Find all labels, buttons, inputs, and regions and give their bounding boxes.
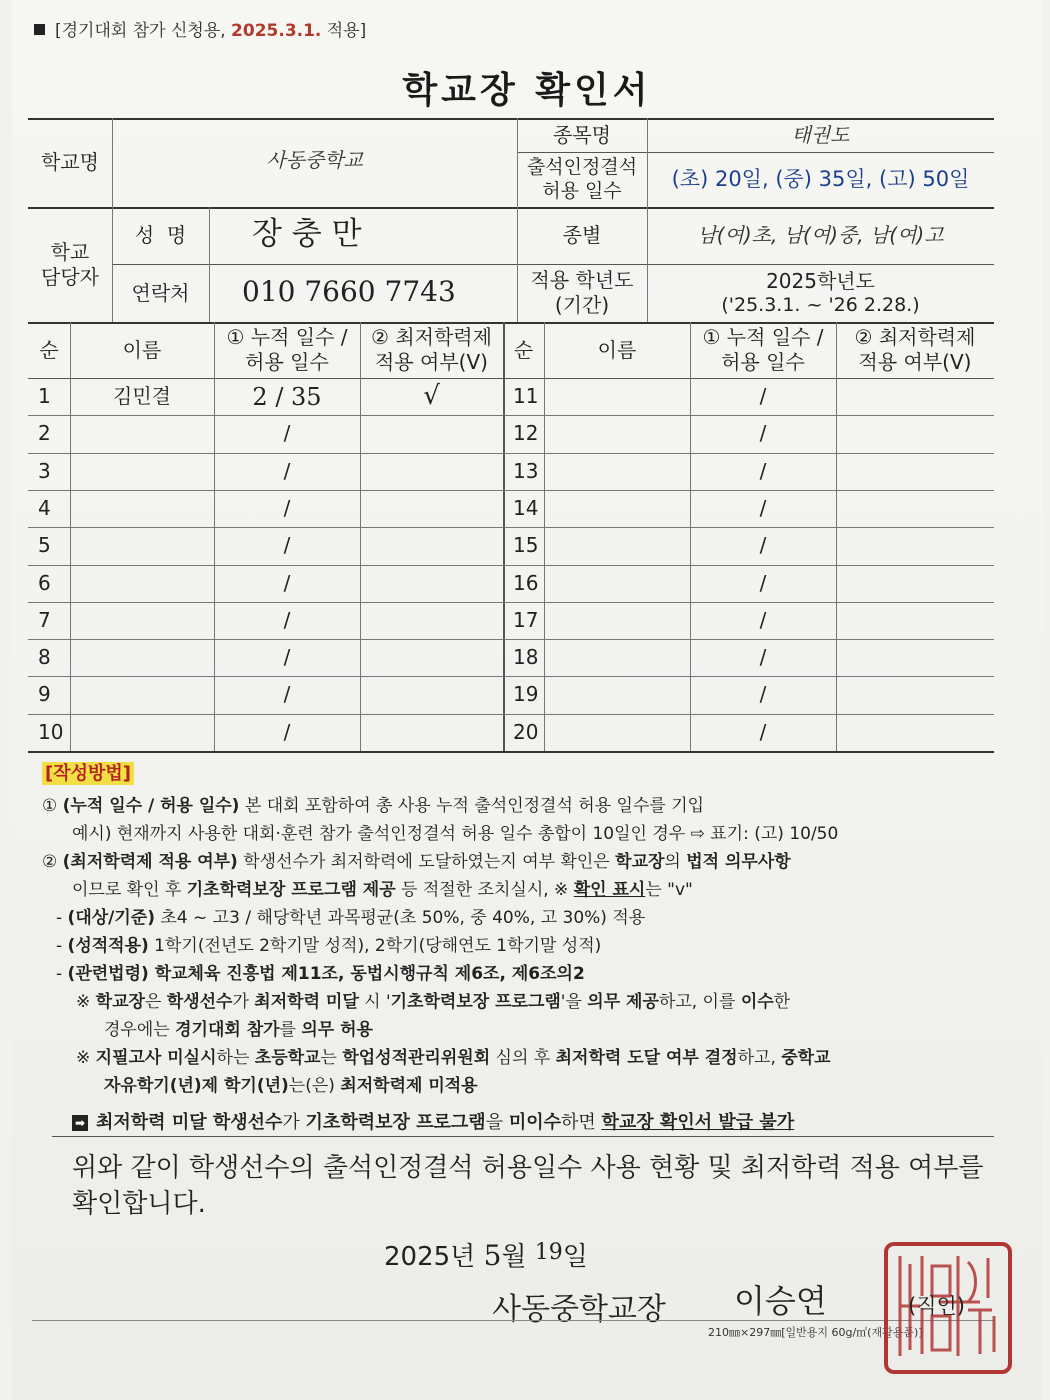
student-row-name bbox=[70, 639, 214, 676]
student-row-check bbox=[836, 378, 994, 415]
student-row-no: 9 bbox=[38, 682, 51, 706]
confirmation-text: 위와 같이 학생선수의 출석인정결석 허용일수 사용 현황 및 최저학력 적용 여부를 확인합니다. bbox=[72, 1153, 984, 1219]
student-row-check bbox=[360, 490, 503, 527]
student-row-check bbox=[360, 602, 503, 639]
student-row-no: 7 bbox=[38, 608, 51, 632]
col-check-right: ② 최저학력제 적용 여부(V) bbox=[854, 325, 976, 374]
student-row-name bbox=[70, 453, 214, 490]
student-row-name bbox=[70, 602, 214, 639]
school-name-value: 사동중학교 bbox=[266, 148, 363, 172]
student-row-check: √ bbox=[423, 381, 440, 412]
student-row-check bbox=[360, 714, 503, 751]
student-row-days: / bbox=[759, 682, 767, 706]
student-row-days: / bbox=[759, 533, 767, 557]
method-heading: [작성방법] bbox=[42, 762, 134, 785]
student-row-no: 12 bbox=[513, 421, 539, 445]
allowed-days-label: 출석인정결석 허용 일수 bbox=[526, 155, 638, 202]
student-row-days: / bbox=[759, 720, 767, 744]
student-row-no: 14 bbox=[513, 496, 539, 520]
student-row-days: / bbox=[283, 608, 291, 632]
student-row-days: / bbox=[283, 645, 291, 669]
certificate-page bbox=[12, 0, 1042, 1400]
student-row-check bbox=[360, 676, 503, 713]
student-row-name bbox=[544, 714, 690, 751]
col-no-left: 순 bbox=[39, 337, 59, 362]
seal-label: (직인) bbox=[908, 1294, 965, 1318]
student-row-check bbox=[836, 453, 994, 490]
student-row-check bbox=[836, 527, 994, 564]
student-row-name bbox=[70, 676, 214, 713]
student-row-name bbox=[70, 490, 214, 527]
student-row-check bbox=[836, 714, 994, 751]
student-row-days: / bbox=[759, 608, 767, 632]
student-row-check bbox=[360, 565, 503, 602]
manager-name-value: 장 충 만 bbox=[252, 216, 362, 253]
student-row-days: 2 / 35 bbox=[252, 382, 322, 411]
student-row-name bbox=[544, 527, 690, 564]
manager-label: 학교 담당자 bbox=[41, 239, 99, 289]
student-row-no: 2 bbox=[38, 421, 51, 445]
student-row-check bbox=[836, 490, 994, 527]
student-row-days: / bbox=[759, 571, 767, 595]
student-row-days: / bbox=[283, 682, 291, 706]
col-name-right: 이름 bbox=[597, 337, 637, 362]
col-days-right: ① 누적 일수 / 허용 일수 bbox=[702, 325, 824, 374]
student-row-name bbox=[70, 714, 214, 751]
student-row-name: 김민결 bbox=[113, 384, 171, 408]
student-row-check bbox=[836, 565, 994, 602]
student-row-check bbox=[836, 676, 994, 713]
student-row-name bbox=[544, 602, 690, 639]
col-no-right: 순 bbox=[513, 337, 534, 362]
student-row-check bbox=[360, 453, 503, 490]
student-row-check bbox=[836, 639, 994, 676]
student-row-days: / bbox=[283, 533, 291, 557]
student-row-check bbox=[360, 639, 503, 676]
document-title: 학교장 확인서 bbox=[402, 70, 652, 111]
sport-value: 태권도 bbox=[791, 122, 850, 147]
bullet-square-icon bbox=[34, 24, 45, 35]
student-row-check bbox=[836, 602, 994, 639]
student-row-no: 11 bbox=[513, 384, 539, 408]
student-row-days: / bbox=[759, 496, 767, 520]
student-row-no: 8 bbox=[38, 645, 51, 669]
student-row-days: / bbox=[759, 459, 767, 483]
student-row-name bbox=[544, 378, 690, 415]
student-row-no: 20 bbox=[513, 720, 539, 744]
student-row-name bbox=[544, 490, 690, 527]
student-row-no: 18 bbox=[513, 645, 539, 669]
allowed-days-value: (초) 20일, (중) 35일, (고) 50일 bbox=[671, 167, 970, 192]
manager-name-label: 성 명 bbox=[134, 223, 187, 247]
student-row-no: 16 bbox=[513, 571, 539, 595]
contact-value: 010 7660 7743 bbox=[242, 275, 456, 308]
student-row-days: / bbox=[283, 720, 291, 744]
principal-title: 사동중학교장 bbox=[492, 1292, 666, 1327]
issuance-notice: ➡ 최저학력 미달 학생선수가 기초학력보장 프로그램을 미이수하면 학교장 확인서 발급 불가 bbox=[72, 1108, 794, 1134]
sign-date: 2025년 5월 $^{19}$일 bbox=[384, 1239, 588, 1272]
student-row-check bbox=[836, 415, 994, 452]
student-row-days: / bbox=[283, 421, 291, 445]
student-row-check bbox=[360, 415, 503, 452]
student-row-no: 15 bbox=[513, 533, 539, 557]
contact-label: 연락처 bbox=[131, 280, 190, 305]
student-row-name bbox=[70, 415, 214, 452]
year-value: 2025학년도 ('25.3.1. ~ '26 2.28.) bbox=[721, 268, 920, 316]
student-row-no: 6 bbox=[38, 571, 51, 595]
student-row-no: 1 bbox=[38, 384, 51, 408]
writing-method: [작성방법] ① (누적 일수 / 허용 일수) 본 대회 포함하여 총 사용 누적 출석인정결석 허용 일수를 기입 예시) 현재까지 사용한 대회·훈련 참가 출석인정결석 허용 일수 총합이 10일인 경우 ⇨ 표기: (고) 10/50 ② (최저학력제 적용 여부) 학생선수가 최저학력에 도달하였는지 여부 확인은 학교장의 법적 의무사항 이므로 확인 후 기초학력보장 프로그램 제공 등 적절한 조치실시, ※ 확인 표시는 "v" - (대상/기준) 초4 ~ 고3 / 해당학년 과목평균(초 50%, 중 40%, 고 30%) 적용 - (성적적용) 1학기(전년도 2학기말 성적), 2학기(당해연도 1학기말 성적) - (관련법령) 학교체육 진흥법 제11조, 동법시행규칙 제6조, 제6조의2 ※ 학교장은 학생선수가 최저학력 미달 시 '기초학력보장 프로그램'을 의무 제공하고, 이를 이수한 경우에는 경기대회 참가를 의무 허용 ※ 지필고사 미실시하는 초등학교는 학업성적관리위원회 심의 후 최저학력 도달 여부 결정하고, 중학교 자유학기(년)제 학기(년)는(은) 최저학력제 미적용 bbox=[42, 763, 839, 1096]
student-row-days: / bbox=[283, 459, 291, 483]
student-row-days: / bbox=[759, 384, 767, 408]
sport-label: 종목명 bbox=[553, 122, 611, 147]
student-row-name bbox=[544, 639, 690, 676]
paper-spec: 210㎜×297㎜[일반용지 60g/㎡(재활용품)] bbox=[708, 1326, 923, 1339]
type-label: 종별 bbox=[562, 223, 602, 247]
school-name-label: 학교명 bbox=[41, 150, 99, 174]
col-days-left: ① 누적 일수 / 허용 일수 bbox=[226, 325, 348, 374]
student-row-days: / bbox=[283, 571, 291, 595]
student-row-name bbox=[70, 565, 214, 602]
student-row-no: 19 bbox=[513, 682, 539, 706]
year-label: 적용 학년도 (기간) bbox=[530, 268, 634, 317]
student-row-name bbox=[544, 415, 690, 452]
col-check-left: ② 최저학력제 적용 여부(V) bbox=[371, 325, 492, 374]
student-row-no: 3 bbox=[38, 459, 51, 483]
student-row-no: 10 bbox=[38, 720, 64, 744]
student-row-no: 4 bbox=[38, 496, 51, 520]
col-name-left: 이름 bbox=[122, 337, 162, 362]
principal-signature: 이승연 bbox=[734, 1282, 827, 1320]
student-row-check bbox=[360, 527, 503, 564]
student-row-name bbox=[544, 453, 690, 490]
form-usage-note: [경기대회 참가 신청용, 2025.3.1. 적용] bbox=[34, 16, 366, 41]
student-row-name bbox=[70, 527, 214, 564]
student-row-name bbox=[544, 565, 690, 602]
type-value: 남(여)초, 남(여)중, 남(여)고 bbox=[697, 223, 944, 247]
arrow-box-icon: ➡ bbox=[72, 1115, 88, 1131]
student-row-no: 5 bbox=[38, 533, 51, 557]
student-row-name bbox=[544, 676, 690, 713]
student-row-no: 13 bbox=[513, 459, 539, 483]
student-row-days: / bbox=[759, 645, 767, 669]
student-row-no: 17 bbox=[513, 608, 539, 632]
student-row-days: / bbox=[283, 496, 291, 520]
student-row-days: / bbox=[759, 421, 767, 445]
